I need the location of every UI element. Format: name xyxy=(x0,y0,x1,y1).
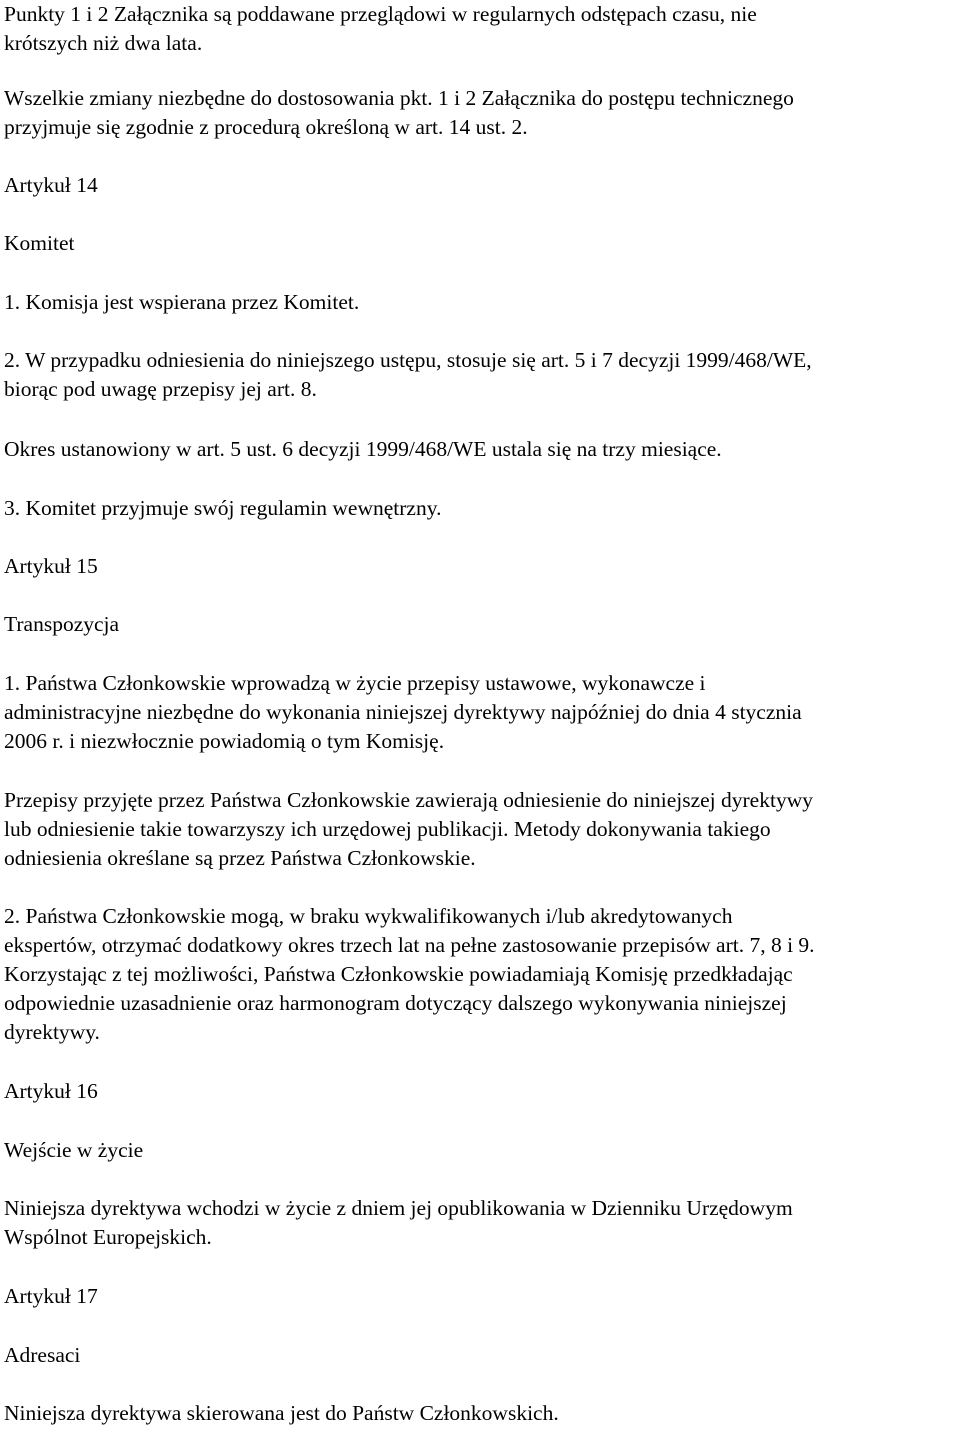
article-14-paragraph-1: 1. Komisja jest wspierana przez Komitet. xyxy=(4,290,360,314)
article-15-heading: Artykuł 15 xyxy=(4,554,98,578)
article-14-paragraph-3: 3. Komitet przyjmuje swój regulamin wewnętrzny. xyxy=(4,496,442,520)
paragraph-technical-progress: Wszelkie zmiany niezbędne do dostosowania pkt. 1 i 2 Załącznika do postępu technicznego przyjmuje się zgodnie z procedurą określoną w art. 14 ust. 2. xyxy=(4,86,794,139)
article-16-title: Wejście w życie xyxy=(4,1138,144,1162)
article-15-reference-clause: Przepisy przyjęte przez Państwa Członkowskie zawierają odniesienie do niniejszej dyrektywy lub odniesienie takie towarzyszy ich urzędowej publikacji. Metody dokonywania takiego odniesienia określane są przez Państwa Członkowskie. xyxy=(4,788,813,870)
article-16-text: Niniejsza dyrektywa wchodzi w życie z dniem jej opublikowania w Dzienniku Urzędowym Wspólnot Europejskich. xyxy=(4,1196,793,1249)
article-15-title: Transpozycja xyxy=(4,612,120,636)
article-14-heading: Artykuł 14 xyxy=(4,173,98,197)
article-17-title: Adresaci xyxy=(4,1343,81,1367)
article-14-paragraph-2: 2. W przypadku odniesienia do niniejszego ustępu, stosuje się art. 5 i 7 decyzji 1999/468/WE, biorąc pod uwagę przepisy jej art. 8. xyxy=(4,348,812,401)
article-14-title: Komitet xyxy=(4,231,75,255)
article-16-heading: Artykuł 16 xyxy=(4,1079,98,1103)
article-17-text: Niniejsza dyrektywa skierowana jest do Państw Członkowskich. xyxy=(4,1401,559,1425)
article-17-heading: Artykuł 17 xyxy=(4,1284,98,1308)
article-15-paragraph-1: 1. Państwa Członkowskie wprowadzą w życie przepisy ustawowe, wykonawcze i administracyjne niezbędne do wykonania niniejszej dyrektywy najpóźniej do dnia 4 stycznia 2006 r. i niezwłocznie powiadomią o tym Komisję. xyxy=(4,671,802,753)
paragraph-review-clause: Punkty 1 i 2 Załącznika są poddawane przeglądowi w regularnych odstępach czasu, nie krótszych niż dwa lata. xyxy=(4,2,757,55)
article-15-paragraph-2: 2. Państwa Członkowskie mogą, w braku wykwalifikowanych i/lub akredytowanych ekspertów, otrzymać dodatkowy okres trzech lat na pełne zastosowanie przepisów art. 7, 8 i 9. Korzystając z tej możliwości, Państwa Członkowskie powiadamiają Komisję przedkładając odpowiednie uzasadnienie oraz harmonogram dotyczący dalszego wykonywania niniejszej dyrektywy. xyxy=(4,904,815,1044)
article-14-period-clause: Okres ustanowiony w art. 5 ust. 6 decyzji 1999/468/WE ustala się na trzy miesiące. xyxy=(4,437,722,461)
